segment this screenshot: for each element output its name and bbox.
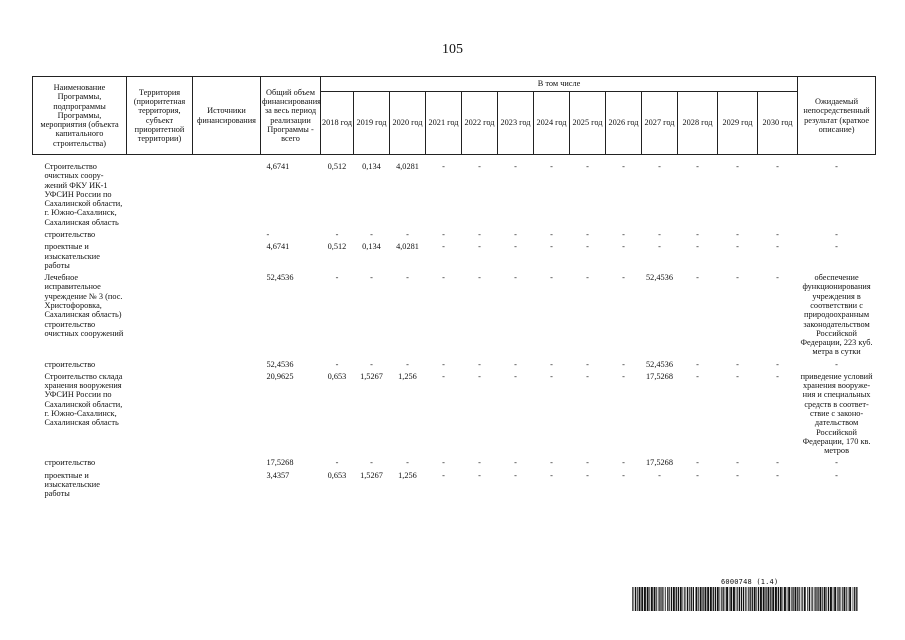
barcode-bar <box>802 587 803 611</box>
row-year-value: - <box>514 273 517 283</box>
row-name: Лечебное исправительное учреждение № 3 (пос. Христофоровка, Сахалинская область) строительство очистных сооружений <box>44 273 124 338</box>
row-year-value: 1,256 <box>398 470 417 480</box>
barcode-bar <box>700 587 702 611</box>
row-year-value: - <box>776 242 779 252</box>
barcode-bar <box>687 587 688 611</box>
row-year-value: - <box>586 273 589 283</box>
barcode-bar <box>729 587 730 611</box>
row-total: 3,4357 <box>266 470 290 480</box>
header-year: 2028 год <box>678 92 718 155</box>
row-year-value: 0,653 <box>327 470 347 480</box>
row-year-value: - <box>622 470 625 480</box>
barcode-bar <box>807 587 808 611</box>
barcode-bar <box>635 587 636 611</box>
row-year-value: 52,4536 <box>646 273 673 283</box>
row-year-value: - <box>550 371 553 381</box>
row-result: - <box>835 229 838 239</box>
row-name: строительство <box>44 359 96 369</box>
row-total: 17,5268 <box>266 458 294 468</box>
barcode-bar <box>730 587 732 611</box>
row-year-value: - <box>696 162 699 171</box>
barcode-bar <box>849 587 851 611</box>
row-sources <box>193 161 261 229</box>
barcode-bar <box>665 587 666 611</box>
barcode-bar <box>673 587 675 611</box>
barcode-bar <box>676 587 677 611</box>
row-year-value: - <box>736 229 739 239</box>
row-year-value: - <box>335 458 339 468</box>
row-year-value: - <box>478 273 481 283</box>
barcode-bar <box>654 587 656 611</box>
row-year-value: - <box>622 242 625 252</box>
barcode-bar <box>763 587 765 611</box>
header-year: 2027 год <box>642 92 678 155</box>
row-year-value: - <box>478 470 481 480</box>
barcode-bar <box>664 587 665 611</box>
row-year-value: - <box>658 162 661 171</box>
barcode-bar <box>788 587 790 611</box>
barcode-bar <box>717 587 719 611</box>
barcode-bar <box>680 587 682 611</box>
barcode-bar <box>842 587 843 611</box>
row-year-value: - <box>478 229 481 239</box>
row-year-value: - <box>586 470 589 480</box>
row-year-value: - <box>736 470 739 480</box>
barcode-bar <box>737 587 738 611</box>
row-year-value: - <box>442 470 445 480</box>
barcode-bar <box>770 587 771 611</box>
barcode-bar <box>772 587 774 611</box>
row-result: - <box>835 470 838 480</box>
barcode-bar <box>778 587 779 611</box>
row-year-value: - <box>622 458 625 468</box>
row-year-value: - <box>514 162 517 171</box>
barcode-bar <box>710 587 712 611</box>
barcode-bar <box>780 587 782 611</box>
barcode-bar <box>815 587 816 611</box>
row-year-value: - <box>736 242 739 252</box>
barcode-bar <box>801 587 802 611</box>
barcode-bar <box>684 587 685 611</box>
row-territory <box>127 272 193 359</box>
row-year-value: - <box>442 458 445 468</box>
barcode-bar <box>691 587 692 611</box>
header-year: 2022 год <box>462 92 498 155</box>
row-total: 20,9625 <box>266 371 294 381</box>
row-territory <box>127 371 193 458</box>
row-sources <box>193 470 261 501</box>
barcode-bar <box>747 587 748 611</box>
header-total: Общий объем финансирования за весь период реализации Программы - всего <box>261 77 321 155</box>
barcode-bar <box>758 587 759 611</box>
row-year-value: 1,5267 <box>360 470 383 480</box>
barcode-icon <box>632 587 860 611</box>
barcode-bar <box>721 587 722 611</box>
barcode-bar <box>739 587 740 611</box>
header-year: 2029 год <box>718 92 758 155</box>
row-year-value: - <box>550 229 553 239</box>
row-name: Строительство очистных соору-жений ФКУ ИК-1 УФСИН России по Сахалинской области, г. Южно-Сахалинск, Сахалинская область <box>44 162 123 227</box>
header-result: Ожидаемый непосредственный результат (краткое описание) <box>798 77 876 155</box>
barcode-bar <box>632 587 633 611</box>
row-year-value: - <box>550 273 553 283</box>
row-year-value: - <box>335 273 339 283</box>
row-year-value: - <box>776 359 779 369</box>
row-year-value: - <box>406 359 409 369</box>
row-result: - <box>835 359 838 369</box>
barcode-bar <box>838 587 839 611</box>
barcode-bar <box>647 587 649 611</box>
barcode-bar <box>659 587 660 611</box>
barcode-bar <box>804 587 806 611</box>
barcode-bar <box>698 587 699 611</box>
row-name: Строительство склада хранения вооружения УФСИН России по Сахалинской области, г. Южно-Сахалинск, Сахалинская область <box>44 371 123 428</box>
row-year-value: - <box>776 458 779 468</box>
barcode-bar <box>723 587 724 611</box>
row-year-value: - <box>406 458 409 468</box>
barcode-bar <box>828 587 829 611</box>
row-year-value: - <box>696 359 699 369</box>
row-result: - <box>835 162 838 171</box>
row-territory <box>127 359 193 371</box>
barcode-bar <box>844 587 846 611</box>
header-year: 2023 год <box>498 92 534 155</box>
header-year: 2025 год <box>570 92 606 155</box>
row-sources <box>193 371 261 458</box>
row-year-value: - <box>776 371 779 381</box>
row-year-value: - <box>622 229 625 239</box>
row-year-value: - <box>442 162 445 171</box>
row-result: - <box>835 242 838 252</box>
row-year-value: - <box>514 242 517 252</box>
row-year-value: - <box>658 229 661 239</box>
row-name: проектные и изыскательские работы <box>44 470 100 499</box>
row-year-value: - <box>550 359 553 369</box>
barcode-bar <box>715 587 716 611</box>
barcode-bar <box>644 587 646 611</box>
row-year-value: - <box>736 359 739 369</box>
barcode-bar <box>707 587 709 611</box>
header-name: Наименование Программы, подпрограммы Программы, мероприятия (объекта капитального строительства) <box>33 77 127 155</box>
row-year-value: - <box>776 229 779 239</box>
barcode-bar <box>651 587 653 611</box>
barcode-bar <box>639 587 641 611</box>
table-row <box>33 470 876 501</box>
barcode-bar <box>637 587 638 611</box>
row-year-value: 52,4536 <box>646 359 673 369</box>
barcode-bar <box>837 587 838 611</box>
row-total: 52,4536 <box>266 359 294 369</box>
row-year-value: - <box>586 458 589 468</box>
barcode-bar <box>811 587 812 611</box>
barcode-bar <box>720 587 721 611</box>
barcode-bar <box>809 587 810 611</box>
row-year-value: - <box>696 273 699 283</box>
row-year-value: 1,5267 <box>360 371 383 381</box>
row-year-value: - <box>550 458 553 468</box>
row-sources <box>193 229 261 241</box>
barcode-bar <box>795 587 797 611</box>
barcode-bar <box>848 587 849 611</box>
row-year-value: - <box>696 470 699 480</box>
row-year-value: - <box>514 359 517 369</box>
barcode-bar <box>725 587 726 611</box>
row-year-value: - <box>736 458 739 468</box>
barcode-bar <box>649 587 650 611</box>
header-territory: Территория (приоритетная территория, субъект приоритетной территории) <box>127 77 193 155</box>
row-year-value: - <box>736 371 739 381</box>
barcode-bar <box>846 587 847 611</box>
row-year-value: - <box>370 458 373 468</box>
header-year: 2018 год <box>321 92 354 155</box>
row-year-value: 0,512 <box>327 162 347 171</box>
row-year-value: 1,256 <box>398 371 417 381</box>
barcode-bar <box>658 587 659 611</box>
barcode-bar <box>792 587 793 611</box>
row-year-value: - <box>442 242 445 252</box>
header-year: 2030 год <box>758 92 798 155</box>
row-year-value: - <box>586 162 589 171</box>
row-year-value: - <box>622 273 625 283</box>
barcode-bar <box>760 587 762 611</box>
barcode-bar <box>833 587 834 611</box>
row-territory <box>127 161 193 229</box>
barcode-bar <box>667 587 668 611</box>
barcode-bar <box>693 587 694 611</box>
row-total: 4,6741 <box>266 242 290 252</box>
barcode-bar <box>784 587 786 611</box>
barcode-bar <box>814 587 815 611</box>
barcode-bar <box>853 587 854 611</box>
barcode-bar <box>799 587 800 611</box>
row-year-value: - <box>478 458 481 468</box>
row-year-value: 0,653 <box>327 371 347 381</box>
barcode-caption: 6000748 (1.4) <box>721 578 779 586</box>
barcode-bar <box>733 587 735 611</box>
barcode-bar <box>834 587 836 611</box>
row-territory <box>127 229 193 241</box>
barcode-bar <box>683 587 684 611</box>
row-name: проектные и изыскательские работы <box>44 242 100 270</box>
barcode-bar <box>743 587 744 611</box>
row-total: 52,4536 <box>266 273 294 283</box>
row-sources <box>193 457 261 469</box>
row-year-value: - <box>696 229 699 239</box>
row-year-value: - <box>370 229 373 239</box>
header-year: 2026 год <box>606 92 642 155</box>
row-year-value: - <box>550 162 553 171</box>
row-year-value: - <box>406 229 409 239</box>
table-row <box>33 272 876 359</box>
row-sources <box>193 359 261 371</box>
barcode-bar <box>736 587 737 611</box>
row-year-value: - <box>622 359 625 369</box>
row-year-value: - <box>622 371 625 381</box>
barcode-bar <box>726 587 728 611</box>
row-year-value: - <box>478 162 481 171</box>
barcode-bar <box>702 587 703 611</box>
row-year-value: - <box>586 229 589 239</box>
row-year-value: 4,0281 <box>396 162 419 171</box>
table-row <box>33 241 876 272</box>
barcode-bar <box>754 587 756 611</box>
row-year-value: - <box>442 371 445 381</box>
table-row <box>33 359 876 371</box>
row-year-value: - <box>370 273 373 283</box>
barcode-bar <box>696 587 698 611</box>
barcode-bar <box>775 587 777 611</box>
row-result: обеспечение функционирования учреждения в соответствии с природоохранным законодательством Российской Федерации, 223 куб. метра в сутки <box>800 273 873 357</box>
row-territory <box>127 241 193 272</box>
row-sources <box>193 241 261 272</box>
barcode-bar <box>745 587 746 611</box>
row-year-value: - <box>776 273 779 283</box>
barcode-bar <box>748 587 749 611</box>
row-year-value: - <box>586 242 589 252</box>
barcode-bar <box>824 587 826 611</box>
header-including: В том числе <box>321 77 798 92</box>
row-year-value: - <box>370 359 373 369</box>
row-year-value: - <box>776 470 779 480</box>
row-year-value: 0,134 <box>362 242 381 252</box>
barcode-bar <box>783 587 784 611</box>
barcode-bar <box>841 587 842 611</box>
row-year-value: - <box>478 371 481 381</box>
barcode-bar <box>812 587 813 611</box>
row-year-value: - <box>622 162 625 171</box>
row-year-value: - <box>514 371 517 381</box>
row-sources <box>193 272 261 359</box>
table-row <box>33 229 876 241</box>
header-sources: Источники финансирования <box>193 77 261 155</box>
financing-table <box>32 76 876 501</box>
row-name: строительство <box>44 229 96 239</box>
barcode-bar <box>741 587 742 611</box>
row-year-value: - <box>696 371 699 381</box>
row-year-value: - <box>442 229 445 239</box>
row-year-value: - <box>442 359 445 369</box>
header-year: 2024 год <box>534 92 570 155</box>
row-year-value: - <box>514 229 517 239</box>
barcode-bar <box>752 587 753 611</box>
row-year-value: - <box>335 229 339 239</box>
barcode-bar <box>856 587 857 611</box>
table-row <box>33 161 876 229</box>
row-year-value: - <box>586 371 589 381</box>
barcode-bar <box>756 587 757 611</box>
row-total: 4,6741 <box>266 162 290 171</box>
row-name: строительство <box>44 458 96 468</box>
row-year-value: - <box>478 359 481 369</box>
barcode-bar <box>787 587 788 611</box>
row-year-value: 17,5268 <box>646 458 673 468</box>
row-year-value: - <box>776 162 779 171</box>
row-year-value: - <box>478 242 481 252</box>
row-result: - <box>835 458 838 468</box>
row-year-value: - <box>696 242 699 252</box>
barcode-bar <box>797 587 798 611</box>
row-year-value: - <box>335 359 339 369</box>
barcode-bar <box>671 587 672 611</box>
barcode-bar <box>661 587 662 611</box>
barcode-bar <box>713 587 714 611</box>
barcode-bar <box>686 587 687 611</box>
page-number: 105 <box>442 42 463 57</box>
row-year-value: - <box>442 273 445 283</box>
row-year-value: 4,0281 <box>396 242 419 252</box>
row-year-value: - <box>658 242 661 252</box>
row-year-value: - <box>586 359 589 369</box>
table-row <box>33 371 876 458</box>
row-year-value: 17,5268 <box>646 371 673 381</box>
row-year-value: - <box>514 458 517 468</box>
barcode-bar <box>656 587 657 611</box>
barcode-bar <box>817 587 818 611</box>
barcode-bar <box>634 587 635 611</box>
row-year-value: - <box>696 458 699 468</box>
row-territory <box>127 457 193 469</box>
row-year-value: - <box>550 470 553 480</box>
row-territory <box>127 470 193 501</box>
row-result: приведение условий хранения вооруже-ния и специальных средств в соответ-ствие с законо-дательством Российской Федерации, 170 кв. метров <box>800 371 873 456</box>
barcode-bar <box>641 587 643 611</box>
header-year: 2020 год <box>390 92 426 155</box>
row-year-value: - <box>736 273 739 283</box>
barcode-bar <box>854 587 855 611</box>
table-row <box>33 457 876 469</box>
row-total: - <box>266 229 270 239</box>
barcode-bar <box>705 587 707 611</box>
header-year: 2021 год <box>426 92 462 155</box>
barcode-bar <box>791 587 792 611</box>
row-year-value: 0,134 <box>362 162 381 171</box>
row-year-value: 0,512 <box>327 242 347 252</box>
row-year-value: - <box>736 162 739 171</box>
row-year-value: - <box>550 242 553 252</box>
barcode-bar <box>669 587 670 611</box>
barcode-bar <box>765 587 766 611</box>
barcode-bar <box>830 587 832 611</box>
row-year-value: - <box>514 470 517 480</box>
barcode-bar <box>678 587 679 611</box>
barcode-bar <box>750 587 751 611</box>
barcode-bar <box>689 587 690 611</box>
row-year-value: - <box>406 273 409 283</box>
header-year: 2019 год <box>354 92 390 155</box>
barcode-bar <box>768 587 770 611</box>
barcode-bar <box>822 587 823 611</box>
row-year-value: - <box>658 470 661 480</box>
barcode-bar <box>820 587 822 611</box>
barcode-bar <box>826 587 827 611</box>
